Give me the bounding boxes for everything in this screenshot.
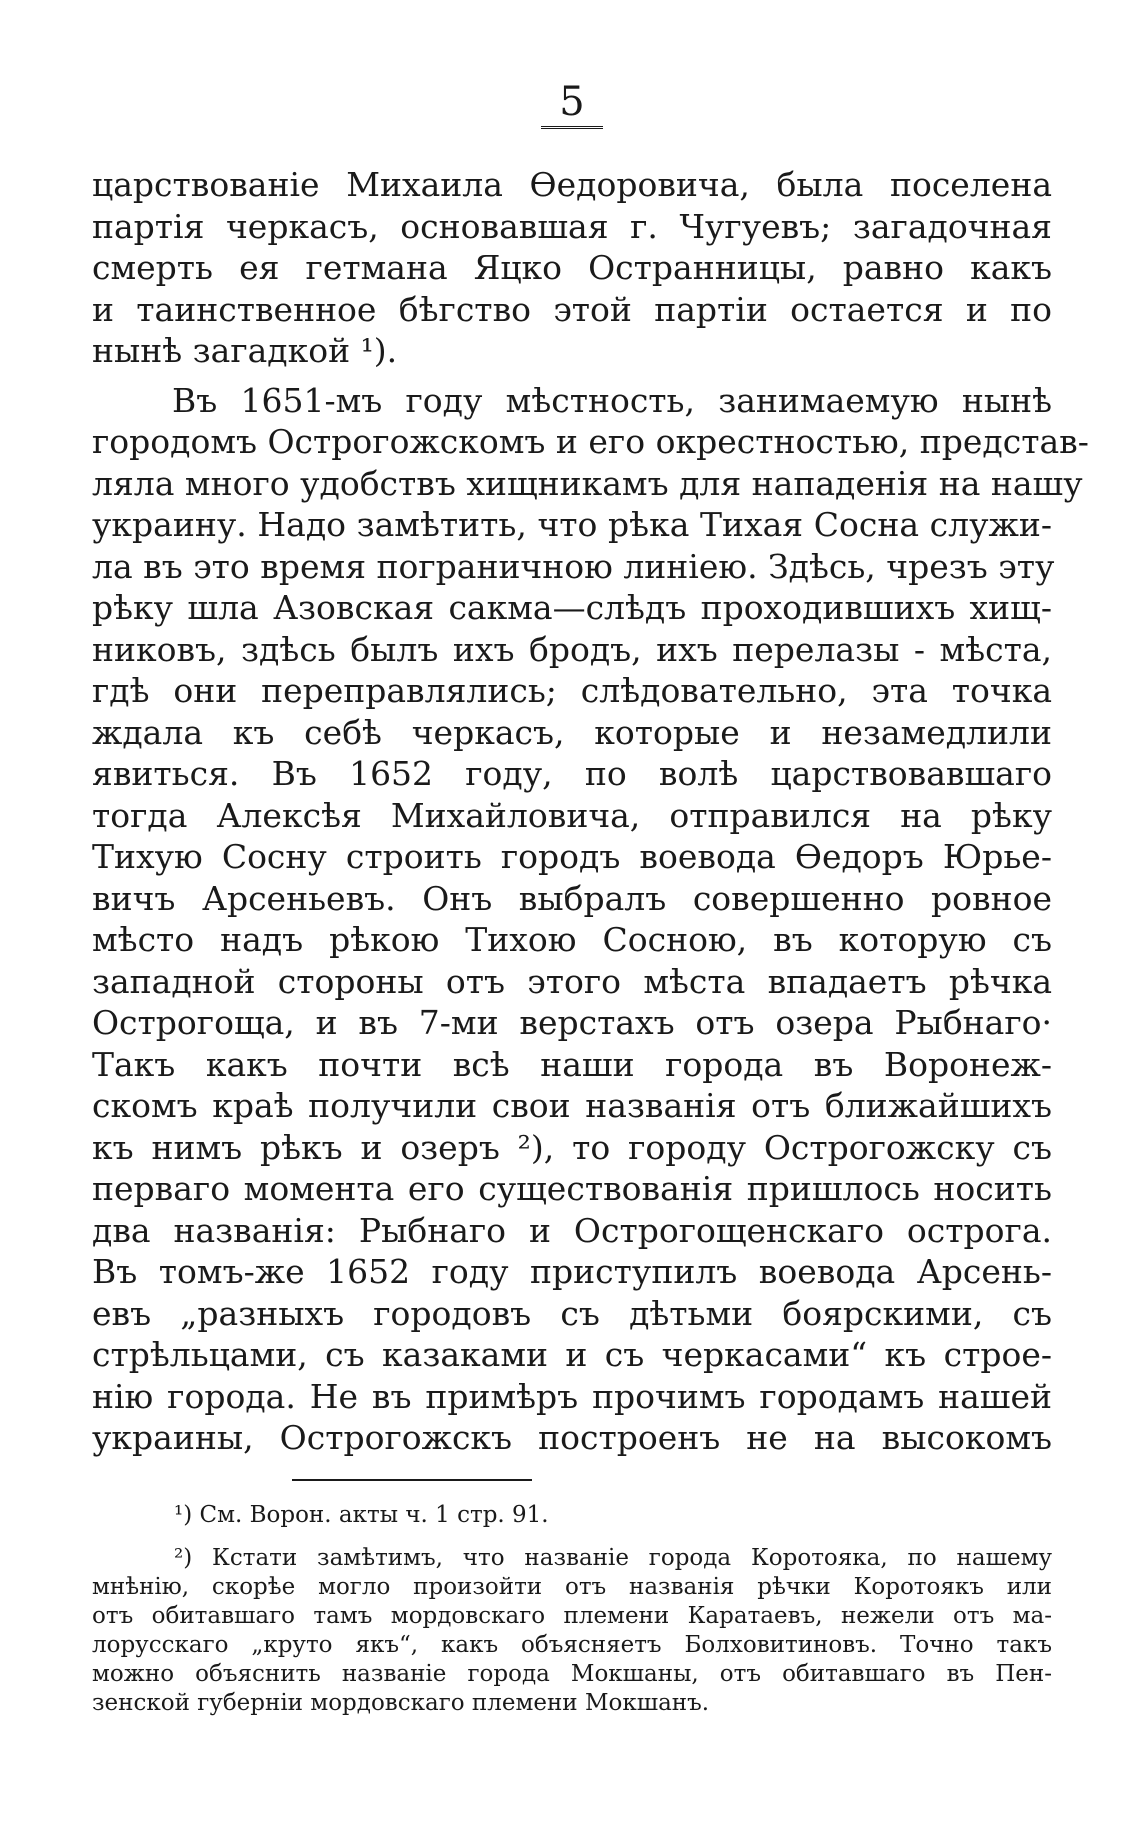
footnote-gap [92,1530,1052,1544]
paragraph-gap [92,372,1052,380]
text-line: вичъ Арсеньевъ. Онъ выбралъ совершенно ровное [92,878,1052,918]
text-line: и таинственное бѣгство этой партіи остается и по [92,289,1052,329]
footnote-line: мнѣнію, скорѣе могло произойти отъ названія рѣчки Коротоякъ или [92,1573,1052,1600]
text-line: Тихую Сосну строить городъ воевода Өедоръ Юрье- [92,837,1052,876]
text-line: тогда Алексѣя Михайловича, отправился на рѣку [92,795,1052,835]
text-line: украины, Острогожскъ построенъ не на высокомъ [92,1418,1052,1457]
text-line: два названія: Рыбнаго и Острогощенскаго острога. [92,1210,1052,1250]
footnote-line: лорусскаго „круто якъ“, какъ объясняетъ Болховитиновъ. Точно такъ [92,1631,1052,1658]
footnote-2 [92,1544,1052,1718]
text-line: городомъ Острогожскомъ и его окрестностью, представ- [92,422,1089,461]
text-line: никовъ, здѣсь былъ ихъ бродъ, ихъ перелазы - мѣста, [92,629,1052,669]
paragraph-1 [92,164,1052,372]
text-line: Такъ какъ почти всѣ наши города въ Воронеж- [92,1044,1052,1084]
text-line: гдѣ они переправлялись; слѣдовательно, эта точка [92,671,1052,710]
text-line: ляла много удобствъ хищникамъ для нападенія на нашу [92,463,1083,503]
paragraph-2 [92,380,1089,1459]
text-line: нынѣ загадкой ¹). [92,331,398,370]
text-line: Въ 1651-мъ году мѣстность, занимаемую нынѣ [172,380,1052,420]
text-line: явиться. Въ 1652 году, по волѣ царствовавшаго [92,754,1052,793]
text-line: рѣку шла Азовская сакма—слѣдъ проходившихъ хищ- [92,588,1052,627]
text-line: ждала къ себѣ черкасъ, которые и незамедлили [92,712,1052,752]
text-line: Въ томъ-же 1652 году приступилъ воевода Арсень- [92,1252,1052,1291]
main-text [92,164,1089,1459]
text-line: стрѣльцами, съ казаками и съ черкасами“ къ строе- [92,1335,1052,1374]
footnote-1: ¹) См. Ворон. акты ч. 1 стр. 91. [174,1501,549,1528]
text-line: мѣсто надъ рѣкою Тихою Сосною, въ которую съ [92,920,1052,959]
text-line: партія черкасъ, основавшая г. Чугуевъ; загадочная [92,206,1052,246]
page-number: 5 [541,80,602,129]
text-line: къ нимъ рѣкъ и озеръ ²), то городу Острогожску съ [92,1127,1052,1167]
text-line: западной стороны отъ этого мѣста впадаетъ рѣчка [92,961,1052,1001]
book-page [92,79,1089,1718]
text-line: скомъ краѣ получили свои названія отъ ближайшихъ [92,1086,1052,1125]
footnote-line: зенской губерніи мордовскаго племени Мокшанъ. [92,1689,710,1716]
text-line: евъ „разныхъ городовъ съ дѣтьми боярскими, съ [92,1293,1052,1333]
text-line: смерть ея гетмана Яцко Остранницы, равно какъ [92,248,1052,287]
text-line: ла въ это время пограничною линіею. Здѣсь, чрезъ эту [92,546,1055,586]
footnote-line: можно объяснить названіе города Мокшаны, отъ обитавшаго въ Пен- [92,1660,1052,1687]
text-line: украину. Надо замѣтить, что рѣка Тихая Сосна служи- [92,505,1052,544]
text-line: нію города. Не въ примѣръ прочимъ городамъ нашей [92,1376,1052,1416]
footnotes [92,1501,1052,1718]
footnote-separator [292,1479,532,1481]
page-header [92,80,1052,142]
footnote-line: ²) Кстати замѣтимъ, что названіе города Коротояка, по нашему [174,1544,1052,1571]
text-line: Острогоща, и въ 7-ми верстахъ отъ озера Рыбнаго· [92,1003,1052,1042]
text-line: царствованіе Михаила Өедоровича, была поселена [92,165,1052,204]
footnote-line: отъ обитавшаго тамъ мордовскаго племени Каратаевъ, нежели отъ ма- [92,1602,1052,1629]
text-line: перваго момента его существованія пришлось носить [92,1169,1052,1208]
